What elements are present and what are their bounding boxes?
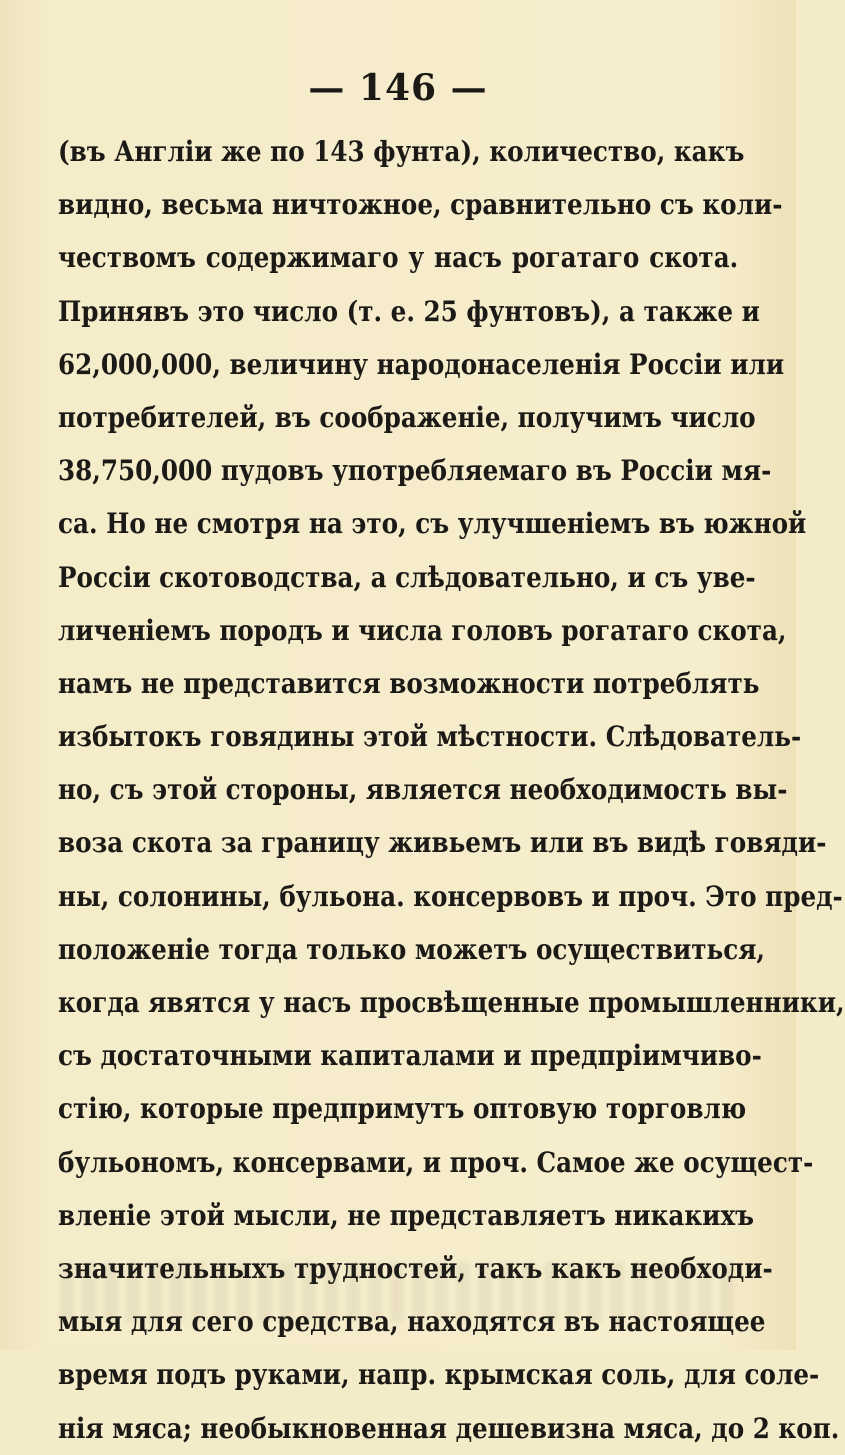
text-line: потребителей, въ соображеніе, получимъ число [58, 400, 756, 434]
text-line: избытокъ говядины этой мѣстности. Слѣдователь- [58, 720, 802, 754]
text-line: значительныхъ трудностей, такъ какъ необходи- [58, 1251, 773, 1285]
text-line: вленіе этой мысли, не представляетъ никакихъ [58, 1198, 755, 1232]
text-line: нія мяса; необыкновенная дешевизна мяса, до 2 коп. [58, 1411, 840, 1445]
text-line: чествомъ содержимаго у насъ рогатаго скота. [58, 241, 739, 275]
text-line: когда явятся у насъ просвѣщенные промышленники, [58, 986, 845, 1019]
text-line: личеніемъ породъ и числа головъ рогатаго скота, [58, 613, 787, 647]
text-line: 38,750,000 пудовъ употребляемаго въ Россіи мя- [58, 454, 772, 488]
text-line: намъ не представится возможности потреблять [58, 666, 760, 700]
text-line: стію, которые предпримутъ оптовую торговлю [58, 1092, 747, 1126]
text-line: воза скота за границу живьемъ или въ видѣ говяди- [58, 826, 827, 860]
text-line: съ достаточными капиталами и предпріимчиво- [58, 1039, 762, 1073]
text-line: но, съ этой стороны, является необходимость вы- [58, 773, 788, 807]
text-line: положеніе тогда только можетъ осуществиться, [58, 932, 765, 966]
body-text [58, 125, 845, 1455]
text-line: (въ Англіи же по 143 фунта), количество, какъ [58, 135, 745, 168]
text-line: Принявъ это число (т. е. 25 фунтовъ), а также и [58, 294, 760, 328]
text-line: са. Но не смотря на это, съ улучшеніемъ въ южной [58, 507, 807, 541]
page-number: — 146 — [308, 67, 488, 109]
text-line: Россіи скотоводства, а слѣдовательно, и съ уве- [58, 560, 756, 594]
text-line: видно, весьма ничтожное, сравнительно съ коли- [58, 188, 783, 222]
text-line: мыя для сего средства, находятся въ настоящее [58, 1305, 766, 1339]
bleed-through-shadow [60, 1262, 740, 1322]
text-line: ны, солонины, бульона. консервовъ и проч. Это пред- [58, 879, 843, 913]
text-line: время подъ руками, напр. крымская соль, для соле- [58, 1358, 820, 1392]
text-line: 62,000,000, величину народонаселенія Россіи или [58, 347, 785, 381]
text-line: бульономъ, консервами, и проч. Самое же осущест- [58, 1145, 814, 1179]
